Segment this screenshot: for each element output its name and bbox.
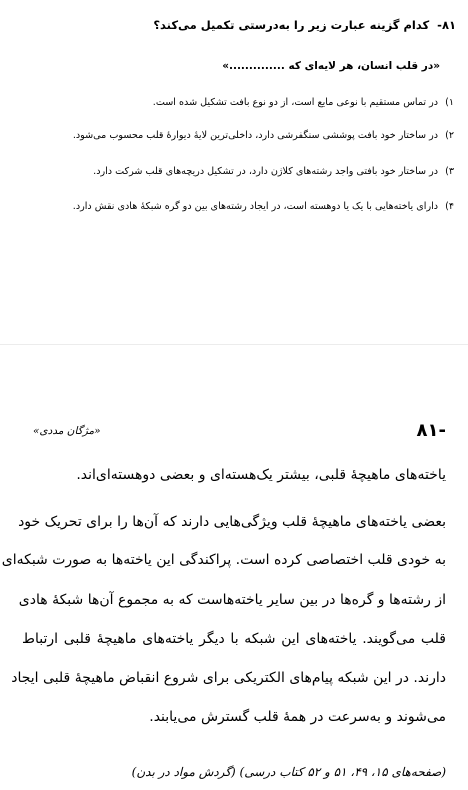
- answer-author: «مژگان مددی»: [33, 425, 101, 437]
- question-number: ۸۱-: [437, 18, 456, 32]
- answer-line-2: بعضی یاخته‌های ماهیچهٔ قلب ویژگی‌هایی دارند که آن‌ها را برای تحریک خود: [18, 514, 446, 530]
- answer-line-7: می‌شوند و به‌سرعت در همهٔ قلب گسترش می‌یابند.: [149, 709, 446, 725]
- option-number: ۱): [445, 97, 454, 108]
- option-number: ۴): [445, 201, 454, 212]
- question-title-text: کدام گزینه عبارت زیر را به‌درستی تکمیل می‌کند؟: [153, 18, 430, 32]
- option-text: دارای یاخته‌هایی با یک یا دوهسته است، در ایجاد رشته‌های بین دو گره شبکهٔ هادی نقش دارد.: [72, 201, 439, 212]
- question-title: [6, 18, 456, 32]
- answer-line-3: به خودی قلب اختصاصی کرده است. پراکندگی این یاخته‌ها به صورت شبکه‌ای: [1, 552, 446, 568]
- question-stem: «در قلب انسان، هر لایه‌ای که ..............»: [222, 60, 440, 72]
- option-number: ۲): [445, 130, 454, 141]
- question-panel: [0, 0, 468, 345]
- answer-source: (صفحه‌های ۱۵، ۴۹، ۵۱ و ۵۲ کتاب درسی) (گردش مواد در بدن): [131, 765, 446, 779]
- answer-number: ۸۱-: [416, 420, 446, 441]
- answer-line-6: دارند. در این شبکه پیام‌های الکتریکی برای شروع انقباض ماهیچهٔ قلبی ایجاد: [11, 670, 446, 686]
- option-text: در تماس مستقیم با نوعی مایع است، از دو نوع بافت تشکیل شده است.: [152, 97, 439, 108]
- answer-panel: [0, 345, 468, 790]
- option-text: در ساختار خود بافت پوششی سنگفرشی دارد، داخلی‌ترین لایهٔ دیوارهٔ قلب محسوب می‌شود.: [72, 130, 439, 141]
- answer-line-1: یاخته‌های ماهیچهٔ قلبی، بیشتر یک‌هسته‌ای و بعضی دوهسته‌ای‌اند.: [76, 467, 446, 483]
- option-2: [14, 130, 454, 141]
- option-text: در ساختار خود بافتی واجد رشته‌های کلاژن دارد، در تشکیل دریچه‌های قلب شرکت دارد.: [93, 166, 439, 177]
- option-number: ۳): [445, 166, 454, 177]
- answer-line-5: قلب می‌گویند. یاخته‌های این شبکه با دیگر یاخته‌های ماهیچهٔ قلبی ارتباط: [22, 631, 446, 647]
- option-4: [14, 201, 454, 212]
- answer-line-4: از رشته‌ها و گره‌ها در بین سایر یاخته‌هاست که به مجموع آن‌ها شبکهٔ هادی: [18, 592, 446, 608]
- option-1: [14, 97, 454, 108]
- option-3: [14, 166, 454, 177]
